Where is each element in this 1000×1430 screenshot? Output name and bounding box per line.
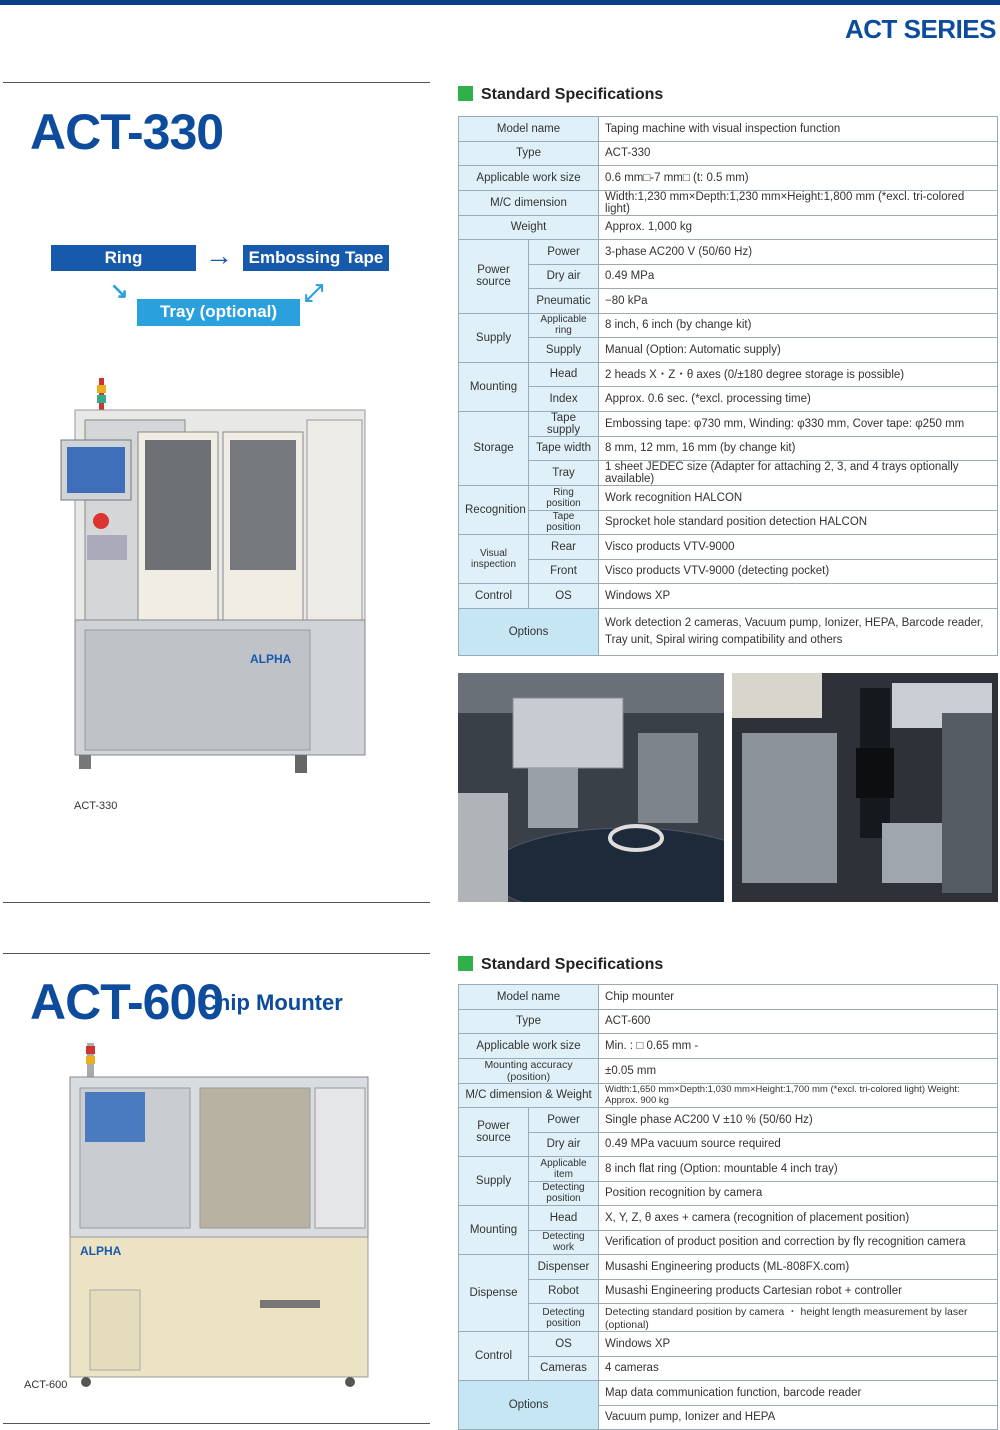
spec-sublabel: Index	[529, 387, 599, 412]
act330-spec-heading-label: Standard Specifications	[481, 86, 664, 103]
spec-value: X, Y, Z, θ axes + camera (recognition of placement position)	[599, 1206, 998, 1231]
spec-value: Musashi Engineering products Cartesian robot + controller	[599, 1279, 998, 1304]
right-arrow-icon: →	[205, 240, 233, 271]
spec-sublabel: Dry air	[529, 1132, 599, 1157]
spec-sublabel: Tray	[529, 461, 599, 486]
spec-sublabel: Detecting position	[529, 1181, 599, 1206]
spec-group-label: Supply	[459, 313, 529, 362]
spec-sublabel: Applicable item	[529, 1157, 599, 1182]
table-row	[459, 313, 998, 338]
spec-value: Windows XP	[599, 584, 998, 609]
spec-value: 4 cameras	[599, 1356, 998, 1381]
spec-value: Windows XP	[599, 1332, 998, 1357]
spec-group-label: Storage	[459, 411, 529, 486]
table-row	[459, 1279, 998, 1304]
spec-sublabel: Pneumatic	[529, 289, 599, 314]
section-rule	[3, 82, 430, 83]
spec-sublabel: Robot	[529, 1279, 599, 1304]
flow-embossing: Embossing Tape	[243, 245, 389, 271]
table-row	[459, 1083, 998, 1108]
spec-label: Weight	[459, 215, 599, 240]
table-row	[459, 240, 998, 265]
act600-caption: ACT-600	[24, 1379, 68, 1391]
spec-group-label: Power source	[459, 240, 529, 314]
table-row	[459, 362, 998, 387]
spec-group-label: Recognition	[459, 486, 529, 535]
top-bar	[0, 0, 1000, 5]
diagonal-arrows-icon: ⤢	[304, 280, 324, 307]
spec-value: Min. : □ 0.65 mm -	[599, 1034, 998, 1059]
spec-sublabel: Tape position	[529, 510, 599, 535]
spec-value: ACT-330	[599, 141, 998, 166]
spec-value: Taping machine with visual inspection function	[599, 117, 998, 142]
table-row	[459, 1181, 998, 1206]
spec-label: Mounting accuracy (position)	[459, 1058, 599, 1083]
options-line: Tray unit, Spiral wiring compatibility and others	[605, 633, 843, 646]
spec-value: Chip mounter	[599, 985, 998, 1010]
spec-sublabel: Dry air	[529, 264, 599, 289]
act330-spec-heading	[458, 86, 663, 104]
table-row	[459, 1206, 998, 1231]
spec-value: Approx. 1,000 kg	[599, 215, 998, 240]
act600-title: ACT-600	[30, 974, 224, 1030]
spec-sublabel: Front	[529, 559, 599, 584]
act600-spec-heading-label: Standard Specifications	[481, 956, 664, 973]
section-rule	[3, 902, 430, 903]
spec-value: Width:1,230 mm×Depth:1,230 mm×Height:1,800 mm (*excl. tri-colored light)	[599, 190, 998, 215]
flow-tray: Tray (optional)	[137, 299, 300, 326]
spec-sublabel: Cameras	[529, 1356, 599, 1381]
table-row	[459, 559, 998, 584]
act600-subtitle: Chip Mounter	[201, 990, 343, 1015]
table-row	[459, 1034, 998, 1059]
table-row	[459, 1230, 998, 1255]
table-row	[459, 436, 998, 461]
spec-value: Position recognition by camera	[599, 1181, 998, 1206]
options-line: Work detection 2 cameras, Vacuum pump, Ionizer, HEPA, Barcode reader,	[605, 616, 984, 629]
spec-sublabel: Tape width	[529, 436, 599, 461]
act600-spec-heading	[458, 956, 663, 974]
table-row	[459, 190, 998, 215]
spec-value: Work recognition HALCON	[599, 486, 998, 511]
spec-sublabel: Tape supply	[529, 411, 599, 436]
spec-label: Applicable work size	[459, 166, 599, 191]
spec-sublabel: Head	[529, 362, 599, 387]
act330-caption: ACT-330	[74, 800, 118, 812]
spec-sublabel: Dispenser	[529, 1255, 599, 1280]
table-row	[459, 1108, 998, 1133]
spec-label: Applicable work size	[459, 1034, 599, 1059]
spec-group-label: Mounting	[459, 1206, 529, 1255]
spec-sublabel: Applicable ring	[529, 313, 599, 338]
spec-sublabel: Power	[529, 240, 599, 265]
table-row	[459, 117, 998, 142]
spec-value: ±0.05 mm	[599, 1058, 998, 1083]
spec-value: Detecting standard position by camera ・ height length measurement by laser (optional)	[599, 1304, 998, 1332]
spec-value: Approx. 0.6 sec. (*excl. processing time)	[599, 387, 998, 412]
act330-title: ACT-330	[30, 104, 224, 160]
table-row	[459, 510, 998, 535]
spec-label: M/C dimension	[459, 190, 599, 215]
section-rule	[3, 1423, 430, 1424]
down-right-arrow-icon: ↘	[110, 278, 129, 303]
spec-group-label: Power source	[459, 1108, 529, 1157]
spec-sublabel: Head	[529, 1206, 599, 1231]
table-row	[459, 289, 998, 314]
table-row	[459, 1332, 998, 1357]
spec-sublabel: Power	[529, 1108, 599, 1133]
spec-group-label: Dispense	[459, 1255, 529, 1332]
spec-value: 0.49 MPa vacuum source required	[599, 1132, 998, 1157]
spec-group-label: Supply	[459, 1157, 529, 1206]
spec-value: 0.49 MPa	[599, 264, 998, 289]
spec-group-label: Control	[459, 1332, 529, 1381]
spec-value: Sprocket hole standard position detection HALCON	[599, 510, 998, 535]
spec-value: ACT-600	[599, 1009, 998, 1034]
table-row	[459, 486, 998, 511]
table-row	[459, 1132, 998, 1157]
table-row	[459, 141, 998, 166]
table-row	[459, 985, 998, 1010]
spec-value: Visco products VTV-9000	[599, 535, 998, 560]
table-row	[459, 166, 998, 191]
spec-sublabel: OS	[529, 1332, 599, 1357]
act330-machine-logo: ALPHA	[250, 652, 292, 666]
table-row	[459, 1157, 998, 1182]
options-value	[599, 608, 998, 655]
table-row	[459, 387, 998, 412]
spec-group-label: Mounting	[459, 362, 529, 411]
flow-ring: Ring	[51, 245, 196, 271]
act600-machine-logo: ALPHA	[80, 1244, 122, 1258]
act330-photo-inspection	[732, 673, 998, 902]
table-row	[459, 338, 998, 363]
spec-value: 0.6 mm□-7 mm□ (t: 0.5 mm)	[599, 166, 998, 191]
act330-photo-head	[458, 673, 724, 902]
spec-value: Manual (Option: Automatic supply)	[599, 338, 998, 363]
act330-machine-image	[55, 375, 375, 785]
spec-label: Model name	[459, 117, 599, 142]
table-row	[459, 1381, 998, 1406]
table-row	[459, 535, 998, 560]
options-value: Map data communication function, barcode reader	[599, 1381, 998, 1406]
table-row	[459, 1304, 998, 1332]
spec-sublabel: Detecting work	[529, 1230, 599, 1255]
table-row	[459, 411, 998, 436]
spec-sublabel: Detecting position	[529, 1304, 599, 1332]
spec-sublabel: Supply	[529, 338, 599, 363]
spec-value: Verification of product position and correction by fly recognition camera	[599, 1230, 998, 1255]
table-row	[459, 1356, 998, 1381]
table-row	[459, 461, 998, 486]
spec-value: 1 sheet JEDEC size (Adapter for attaching 2, 3, and 4 trays optionally available)	[599, 461, 998, 486]
spec-value: Width:1,650 mm×Depth:1,030 mm×Height:1,700 mm (*excl. tri-colored light) Weight: Approx. 900 kg	[599, 1083, 998, 1108]
options-label: Options	[459, 1381, 599, 1430]
spec-value: 3-phase AC200 V (50/60 Hz)	[599, 240, 998, 265]
spec-label: M/C dimension & Weight	[459, 1083, 599, 1108]
section-rule	[3, 953, 430, 954]
spec-label: Type	[459, 1009, 599, 1034]
options-value: Vacuum pump, Ionizer and HEPA	[599, 1405, 998, 1430]
green-square-icon	[458, 956, 473, 971]
table-row	[459, 264, 998, 289]
options-label: Options	[459, 608, 599, 655]
act600-machine-image	[60, 1040, 380, 1390]
spec-sublabel: Ring position	[529, 486, 599, 511]
spec-value: −80 kPa	[599, 289, 998, 314]
table-row	[459, 1009, 998, 1034]
table-row	[459, 1058, 998, 1083]
spec-value: Musashi Engineering products (ML-808FX.com)	[599, 1255, 998, 1280]
series-title: ACT SERIES	[844, 14, 996, 44]
act600-spec-table	[458, 984, 998, 1430]
spec-value: Single phase AC200 V ±10 % (50/60 Hz)	[599, 1108, 998, 1133]
act330-spec-table	[458, 116, 998, 656]
spec-label: Type	[459, 141, 599, 166]
spec-value: 8 mm, 12 mm, 16 mm (by change kit)	[599, 436, 998, 461]
spec-value: Embossing tape: φ730 mm, Winding: φ330 mm, Cover tape: φ250 mm	[599, 411, 998, 436]
spec-sublabel: Rear	[529, 535, 599, 560]
spec-sublabel: OS	[529, 584, 599, 609]
spec-label: Model name	[459, 985, 599, 1010]
spec-value: 8 inch flat ring (Option: mountable 4 inch tray)	[599, 1157, 998, 1182]
spec-value: 8 inch, 6 inch (by change kit)	[599, 313, 998, 338]
spec-group-label: Control	[459, 584, 529, 609]
spec-group-label: Visual inspection	[459, 535, 529, 584]
spec-value: 2 heads X・Z・θ axes (0/±180 degree storage is possible)	[599, 362, 998, 387]
table-row	[459, 215, 998, 240]
table-row	[459, 608, 998, 655]
table-row	[459, 1255, 998, 1280]
green-square-icon	[458, 86, 473, 101]
table-row	[459, 584, 998, 609]
spec-value: Visco products VTV-9000 (detecting pocket)	[599, 559, 998, 584]
